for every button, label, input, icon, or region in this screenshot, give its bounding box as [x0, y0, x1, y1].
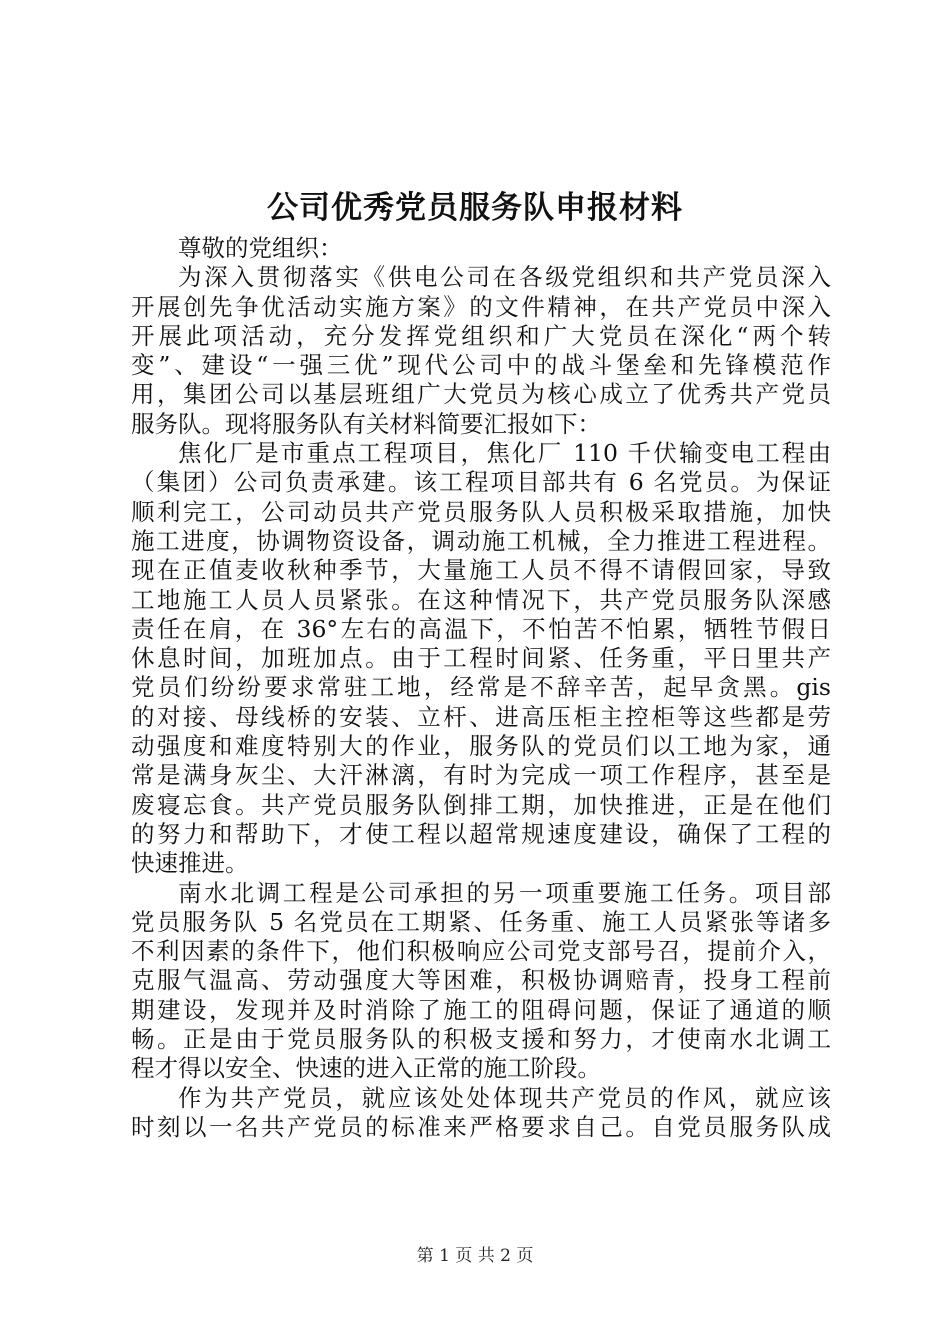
paragraph-1-line: 开展此项活动，充分发挥党组织和广大党员在深化“两个转: [131, 321, 831, 350]
paragraph-1-line: 开展创先争优活动实施方案》的文件精神，在共产党员中深入: [131, 292, 831, 321]
paragraph-2-line: 动强度和难度特别大的作业，服务队的党员们以工地为家，通: [131, 732, 831, 761]
paragraph-2-line: 快速推进。: [131, 849, 249, 878]
paragraph-4-line: 时刻以一名共产党员的标准来严格要求自己。自党员服务队成: [131, 1112, 831, 1141]
paragraph-2-line: （集团）公司负责承建。该工程项目部共有 6 名党员。为保证: [131, 468, 831, 497]
paragraph-3-line: 不利因素的条件下，他们积极响应公司党支部号召，提前介入，: [131, 937, 831, 966]
paragraph-2-line: 现在正值麦收秋种季节，大量施工人员不得不请假回家，导致: [131, 556, 831, 585]
paragraph-3-line: 克服气温高、劳动强度大等困难，积极协调赔青，投身工程前: [131, 966, 831, 995]
paragraph-3-line: 党员服务队 5 名党员在工期紧、任务重、施工人员紧张等诸多: [131, 907, 831, 936]
paragraph-2-line: 的对接、母线桥的安装、立杆、进高压柜主控柜等这些都是劳: [131, 702, 831, 731]
paragraph-2-line: 的努力和帮助下，才使工程以超常规速度建设，确保了工程的: [131, 819, 831, 848]
paragraph-2-line: 工地施工人员人员紧张。在这种情况下，共产党员服务队深感: [131, 585, 831, 614]
paragraph-2-line: 顺利完工，公司动员共产党员服务队人员积极采取措施，加快: [131, 497, 831, 526]
salutation: 尊敬的党组织：: [178, 234, 343, 262]
paragraph-1-line: 服务队。现将服务队有关材料简要汇报如下：: [131, 409, 601, 438]
paragraph-2-line: 施工进度，协调物资设备，调动施工机械，全力推进工程进程。: [131, 526, 831, 555]
paragraph-3-line: 畅。正是由于党员服务队的积极支援和努力，才使南水北调工: [131, 1025, 831, 1054]
paragraph-2-line: 党员们纷纷要求常驻工地，经常是不辞辛苦，起早贪黑。gis: [131, 673, 831, 702]
paragraph-4-line: 作为共产党员，就应该处处体现共产党员的作风，就应该: [178, 1083, 831, 1112]
paragraph-1-line: 变”、建设“一强三优”现代公司中的战斗堡垒和先锋模范作: [131, 351, 831, 380]
paragraph-2-line: 责任在肩，在 36°左右的高温下，不怕苦不怕累，牺牲节假日: [131, 614, 831, 643]
paragraph-1-line: 为深入贯彻落实《供电公司在各级党组织和共产党员深入: [178, 263, 831, 292]
page-footer: 第 1 页 共 2 页: [416, 1246, 534, 1266]
document-body: [131, 234, 831, 1142]
document-title: 公司优秀党员服务队申报材料: [267, 190, 683, 226]
paragraph-2-line: 常是满身灰尘、大汗淋漓，有时为完成一项工作程序，甚至是: [131, 761, 831, 790]
paragraph-3-line: 期建设，发现并及时消除了施工的阻碍问题，保证了通道的顺: [131, 995, 831, 1024]
paragraph-3-line: 南水北调工程是公司承担的另一项重要施工任务。项目部: [178, 878, 831, 907]
paragraph-3-line: 程才得以安全、快速的进入正常的施工阶段。: [131, 1054, 601, 1083]
paragraph-2-line: 休息时间，加班加点。由于工程时间紧、任务重，平日里共产: [131, 644, 831, 673]
paragraph-2-line: 废寝忘食。共产党员服务队倒排工期，加快推进，正是在他们: [131, 790, 831, 819]
paragraph-2-line: 焦化厂是市重点工程项目，焦化厂 110 千伏输变电工程由: [178, 439, 831, 468]
paragraph-1-line: 用，集团公司以基层班组广大党员为核心成立了优秀共产党员: [131, 380, 831, 409]
